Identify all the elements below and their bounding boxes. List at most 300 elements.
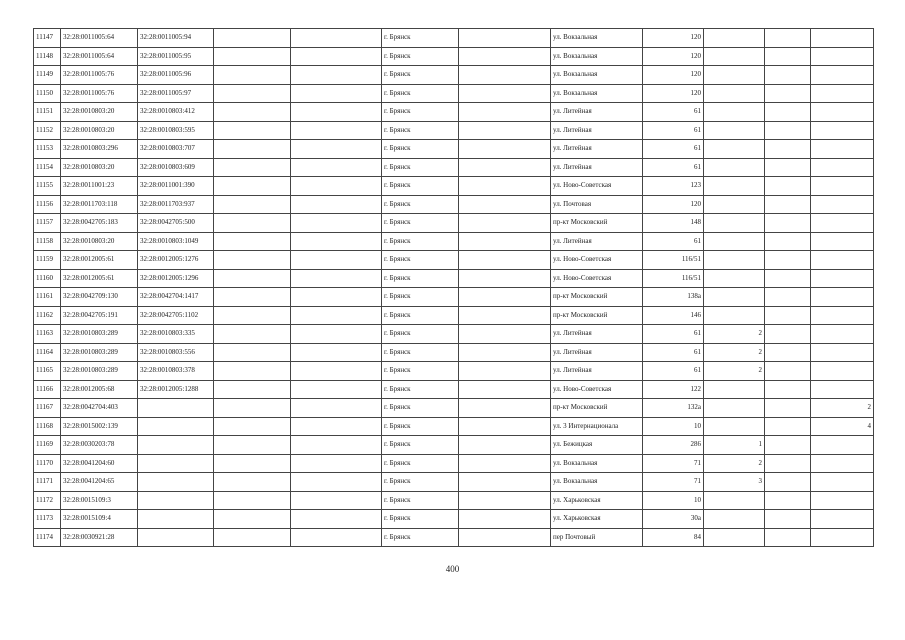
cell-house-number: 10	[643, 491, 704, 510]
cell-parcel-cadastral-number: 32:28:0011703:118	[61, 195, 138, 214]
cell-street: ул. Вокзальная	[551, 29, 643, 48]
cell-col-5	[291, 29, 382, 48]
cell-city: г. Брянск	[382, 269, 459, 288]
cell-col-7	[459, 84, 551, 103]
table-row	[34, 177, 874, 196]
cell-col-7	[459, 103, 551, 122]
cell-object-cadastral-number	[138, 491, 214, 510]
cell-parcel-cadastral-number: 32:28:0010803:20	[61, 103, 138, 122]
cell-house-number: 61	[643, 103, 704, 122]
cell-col-5	[291, 177, 382, 196]
cell-parcel-cadastral-number: 32:28:0042704:403	[61, 399, 138, 418]
cell-parcel-cadastral-number: 32:28:0012005:61	[61, 251, 138, 270]
cell-row-number: 11152	[34, 121, 61, 140]
cell-house-number: 148	[643, 214, 704, 233]
cell-parcel-cadastral-number: 32:28:0042705:183	[61, 214, 138, 233]
cell-city: г. Брянск	[382, 47, 459, 66]
cell-col-11	[765, 214, 811, 233]
cell-col-7	[459, 343, 551, 362]
cell-parcel-cadastral-number: 32:28:0010803:20	[61, 232, 138, 251]
cell-street: ул. Ново-Советская	[551, 251, 643, 270]
table-row	[34, 399, 874, 418]
cell-col-11	[765, 195, 811, 214]
cell-object-cadastral-number: 32:28:0010803:1049	[138, 232, 214, 251]
cell-object-cadastral-number: 32:28:0042704:1417	[138, 288, 214, 307]
cell-row-number: 11165	[34, 362, 61, 381]
cell-city: г. Брянск	[382, 343, 459, 362]
cell-col-11	[765, 140, 811, 159]
cell-parcel-cadastral-number: 32:28:0011005:76	[61, 84, 138, 103]
cell-city: г. Брянск	[382, 121, 459, 140]
cell-city: г. Брянск	[382, 325, 459, 344]
table-row	[34, 436, 874, 455]
cell-col-11	[765, 454, 811, 473]
cell-col-11	[765, 251, 811, 270]
cell-parcel-cadastral-number: 32:28:0042705:191	[61, 306, 138, 325]
cell-col-11	[765, 29, 811, 48]
cell-apartment	[811, 491, 874, 510]
cell-house-number: 286	[643, 436, 704, 455]
cell-col-5	[291, 510, 382, 529]
cell-apartment	[811, 84, 874, 103]
cell-col-5	[291, 417, 382, 436]
cell-row-number: 11168	[34, 417, 61, 436]
cell-col-4	[214, 29, 291, 48]
cell-col-5	[291, 84, 382, 103]
cell-street: ул. Вокзальная	[551, 66, 643, 85]
cell-row-number: 11170	[34, 454, 61, 473]
cell-street: ул. Литейная	[551, 103, 643, 122]
cell-object-cadastral-number	[138, 417, 214, 436]
cell-object-cadastral-number	[138, 454, 214, 473]
table-row	[34, 417, 874, 436]
cell-row-number: 11166	[34, 380, 61, 399]
cell-street: ул. Литейная	[551, 343, 643, 362]
cell-street: ул. Ново-Советская	[551, 269, 643, 288]
cell-house-number: 71	[643, 473, 704, 492]
cell-col-11	[765, 343, 811, 362]
cell-house-number: 61	[643, 343, 704, 362]
cell-house-number: 138а	[643, 288, 704, 307]
table-row	[34, 214, 874, 233]
cell-row-number: 11147	[34, 29, 61, 48]
cell-col-5	[291, 121, 382, 140]
cell-col-4	[214, 510, 291, 529]
table-row	[34, 528, 874, 547]
cell-col-7	[459, 528, 551, 547]
cell-building	[704, 380, 765, 399]
cell-house-number: 61	[643, 121, 704, 140]
cell-street: ул. Литейная	[551, 362, 643, 381]
cell-building	[704, 269, 765, 288]
cell-col-7	[459, 510, 551, 529]
table-row	[34, 84, 874, 103]
cell-col-5	[291, 195, 382, 214]
cell-parcel-cadastral-number: 32:28:0010803:289	[61, 343, 138, 362]
cell-building	[704, 121, 765, 140]
cell-row-number: 11171	[34, 473, 61, 492]
cell-city: г. Брянск	[382, 436, 459, 455]
cell-col-5	[291, 103, 382, 122]
cell-city: г. Брянск	[382, 140, 459, 159]
cell-col-5	[291, 251, 382, 270]
cell-building	[704, 399, 765, 418]
cell-city: г. Брянск	[382, 195, 459, 214]
cell-building	[704, 491, 765, 510]
table-row	[34, 510, 874, 529]
cell-apartment	[811, 436, 874, 455]
cell-building	[704, 288, 765, 307]
cell-object-cadastral-number: 32:28:0010803:412	[138, 103, 214, 122]
cell-city: г. Брянск	[382, 251, 459, 270]
cell-apartment: 2	[811, 399, 874, 418]
cell-col-11	[765, 325, 811, 344]
cell-city: г. Брянск	[382, 417, 459, 436]
cell-col-11	[765, 528, 811, 547]
cell-col-4	[214, 491, 291, 510]
cell-col-7	[459, 454, 551, 473]
cell-building: 2	[704, 343, 765, 362]
cell-apartment	[811, 269, 874, 288]
cell-street: ул. Харьковская	[551, 491, 643, 510]
registry-sheet	[33, 28, 873, 547]
cell-col-7	[459, 121, 551, 140]
cell-col-11	[765, 362, 811, 381]
cell-house-number: 61	[643, 325, 704, 344]
cell-object-cadastral-number: 32:28:0010803:707	[138, 140, 214, 159]
cell-col-7	[459, 140, 551, 159]
table-row	[34, 473, 874, 492]
cell-col-11	[765, 232, 811, 251]
cell-city: г. Брянск	[382, 362, 459, 381]
cell-col-11	[765, 380, 811, 399]
cell-street: ул. Ново-Советская	[551, 177, 643, 196]
cell-parcel-cadastral-number: 32:28:0011005:64	[61, 47, 138, 66]
cell-city: г. Брянск	[382, 84, 459, 103]
cell-parcel-cadastral-number: 32:28:0010803:289	[61, 362, 138, 381]
cell-apartment	[811, 510, 874, 529]
cell-col-11	[765, 103, 811, 122]
cell-col-7	[459, 491, 551, 510]
cell-col-5	[291, 473, 382, 492]
cell-object-cadastral-number: 32:28:0010803:595	[138, 121, 214, 140]
cell-apartment	[811, 343, 874, 362]
cell-parcel-cadastral-number: 32:28:0012005:61	[61, 269, 138, 288]
cell-street: ул. 3 Интернационала	[551, 417, 643, 436]
cell-row-number: 11161	[34, 288, 61, 307]
cell-col-4	[214, 84, 291, 103]
cell-object-cadastral-number: 32:28:0010803:556	[138, 343, 214, 362]
cell-col-4	[214, 177, 291, 196]
cell-apartment	[811, 251, 874, 270]
cell-row-number: 11158	[34, 232, 61, 251]
cell-col-11	[765, 491, 811, 510]
cell-col-5	[291, 325, 382, 344]
cell-col-4	[214, 66, 291, 85]
cell-parcel-cadastral-number: 32:28:0041204:60	[61, 454, 138, 473]
cell-building: 3	[704, 473, 765, 492]
cell-parcel-cadastral-number: 32:28:0010803:20	[61, 121, 138, 140]
cell-apartment	[811, 121, 874, 140]
cell-row-number: 11151	[34, 103, 61, 122]
cell-col-5	[291, 269, 382, 288]
cell-parcel-cadastral-number: 32:28:0011005:64	[61, 29, 138, 48]
cell-object-cadastral-number	[138, 473, 214, 492]
table-row	[34, 491, 874, 510]
cell-city: г. Брянск	[382, 66, 459, 85]
cell-row-number: 11157	[34, 214, 61, 233]
cell-building	[704, 510, 765, 529]
cell-object-cadastral-number: 32:28:0012005:1288	[138, 380, 214, 399]
table-row	[34, 66, 874, 85]
cell-building: 2	[704, 362, 765, 381]
cell-object-cadastral-number	[138, 510, 214, 529]
cell-col-4	[214, 103, 291, 122]
cell-object-cadastral-number	[138, 436, 214, 455]
cell-building	[704, 66, 765, 85]
cell-col-11	[765, 417, 811, 436]
cell-col-5	[291, 362, 382, 381]
cell-house-number: 61	[643, 158, 704, 177]
cell-building	[704, 158, 765, 177]
registry-table	[33, 28, 874, 547]
cell-col-7	[459, 66, 551, 85]
cell-object-cadastral-number: 32:28:0010803:335	[138, 325, 214, 344]
cell-street: ул. Бежицкая	[551, 436, 643, 455]
cell-city: г. Брянск	[382, 380, 459, 399]
cell-building	[704, 103, 765, 122]
cell-street: ул. Литейная	[551, 158, 643, 177]
cell-row-number: 11156	[34, 195, 61, 214]
cell-row-number: 11150	[34, 84, 61, 103]
cell-house-number: 120	[643, 29, 704, 48]
cell-col-4	[214, 417, 291, 436]
cell-object-cadastral-number: 32:28:0011005:95	[138, 47, 214, 66]
cell-col-11	[765, 158, 811, 177]
table-row	[34, 306, 874, 325]
cell-building	[704, 140, 765, 159]
cell-col-5	[291, 491, 382, 510]
table-body	[34, 29, 874, 547]
cell-col-7	[459, 436, 551, 455]
cell-city: г. Брянск	[382, 158, 459, 177]
cell-house-number: 132а	[643, 399, 704, 418]
cell-street: пр-кт Московский	[551, 306, 643, 325]
cell-row-number: 11148	[34, 47, 61, 66]
cell-building	[704, 29, 765, 48]
cell-col-7	[459, 325, 551, 344]
cell-col-5	[291, 214, 382, 233]
cell-row-number: 11167	[34, 399, 61, 418]
cell-row-number: 11174	[34, 528, 61, 547]
cell-city: г. Брянск	[382, 454, 459, 473]
cell-col-11	[765, 473, 811, 492]
cell-col-5	[291, 66, 382, 85]
table-row	[34, 158, 874, 177]
cell-city: г. Брянск	[382, 491, 459, 510]
cell-apartment	[811, 214, 874, 233]
cell-building	[704, 528, 765, 547]
table-row	[34, 121, 874, 140]
cell-city: г. Брянск	[382, 473, 459, 492]
cell-house-number: 30а	[643, 510, 704, 529]
cell-row-number: 11162	[34, 306, 61, 325]
cell-col-7	[459, 362, 551, 381]
cell-parcel-cadastral-number: 32:28:0011005:76	[61, 66, 138, 85]
cell-col-4	[214, 473, 291, 492]
cell-city: г. Брянск	[382, 103, 459, 122]
cell-object-cadastral-number: 32:28:0011005:96	[138, 66, 214, 85]
cell-col-5	[291, 232, 382, 251]
cell-col-7	[459, 399, 551, 418]
cell-object-cadastral-number: 32:28:0011005:97	[138, 84, 214, 103]
cell-building	[704, 417, 765, 436]
cell-house-number: 120	[643, 84, 704, 103]
cell-house-number: 146	[643, 306, 704, 325]
cell-apartment	[811, 195, 874, 214]
cell-col-7	[459, 251, 551, 270]
cell-apartment	[811, 66, 874, 85]
cell-street: ул. Литейная	[551, 140, 643, 159]
cell-col-4	[214, 140, 291, 159]
cell-object-cadastral-number: 32:28:0010803:378	[138, 362, 214, 381]
cell-apartment	[811, 103, 874, 122]
table-row	[34, 140, 874, 159]
cell-object-cadastral-number	[138, 528, 214, 547]
cell-col-4	[214, 232, 291, 251]
cell-col-11	[765, 84, 811, 103]
cell-col-5	[291, 47, 382, 66]
table-row	[34, 195, 874, 214]
cell-parcel-cadastral-number: 32:28:0030921:28	[61, 528, 138, 547]
table-row	[34, 325, 874, 344]
cell-parcel-cadastral-number: 32:28:0010803:289	[61, 325, 138, 344]
cell-col-4	[214, 306, 291, 325]
cell-building	[704, 84, 765, 103]
cell-city: г. Брянск	[382, 288, 459, 307]
cell-parcel-cadastral-number: 32:28:0010803:20	[61, 158, 138, 177]
cell-building: 2	[704, 454, 765, 473]
cell-apartment	[811, 47, 874, 66]
cell-apartment	[811, 158, 874, 177]
cell-apartment	[811, 288, 874, 307]
cell-col-4	[214, 288, 291, 307]
cell-col-4	[214, 325, 291, 344]
cell-street: ул. Вокзальная	[551, 454, 643, 473]
cell-col-4	[214, 436, 291, 455]
table-row	[34, 47, 874, 66]
table-row	[34, 269, 874, 288]
cell-col-11	[765, 306, 811, 325]
cell-col-7	[459, 269, 551, 288]
cell-house-number: 122	[643, 380, 704, 399]
cell-col-4	[214, 158, 291, 177]
cell-parcel-cadastral-number: 32:28:0010803:296	[61, 140, 138, 159]
cell-col-7	[459, 214, 551, 233]
cell-building	[704, 306, 765, 325]
cell-apartment	[811, 306, 874, 325]
cell-street: пр-кт Московский	[551, 214, 643, 233]
cell-city: г. Брянск	[382, 399, 459, 418]
cell-object-cadastral-number: 32:28:0011001:390	[138, 177, 214, 196]
table-row	[34, 251, 874, 270]
cell-house-number: 61	[643, 362, 704, 381]
cell-street: ул. Литейная	[551, 325, 643, 344]
cell-parcel-cadastral-number: 32:28:0015109:3	[61, 491, 138, 510]
cell-col-11	[765, 510, 811, 529]
table-row	[34, 29, 874, 48]
cell-house-number: 84	[643, 528, 704, 547]
cell-object-cadastral-number: 32:28:0012005:1276	[138, 251, 214, 270]
cell-row-number: 11164	[34, 343, 61, 362]
cell-apartment: 4	[811, 417, 874, 436]
cell-col-4	[214, 195, 291, 214]
cell-col-7	[459, 195, 551, 214]
cell-house-number: 116/51	[643, 251, 704, 270]
table-row	[34, 288, 874, 307]
cell-street: ул. Харьковская	[551, 510, 643, 529]
cell-row-number: 11154	[34, 158, 61, 177]
cell-row-number: 11149	[34, 66, 61, 85]
cell-apartment	[811, 140, 874, 159]
cell-col-5	[291, 158, 382, 177]
cell-col-4	[214, 399, 291, 418]
cell-col-11	[765, 436, 811, 455]
cell-col-11	[765, 399, 811, 418]
cell-row-number: 11153	[34, 140, 61, 159]
cell-city: г. Брянск	[382, 232, 459, 251]
cell-col-11	[765, 177, 811, 196]
cell-apartment	[811, 232, 874, 251]
cell-row-number: 11159	[34, 251, 61, 270]
cell-col-7	[459, 29, 551, 48]
cell-parcel-cadastral-number: 32:28:0015002:139	[61, 417, 138, 436]
cell-house-number: 120	[643, 66, 704, 85]
cell-building	[704, 214, 765, 233]
cell-street: ул. Вокзальная	[551, 473, 643, 492]
cell-object-cadastral-number: 32:28:0011703:937	[138, 195, 214, 214]
table-row	[34, 232, 874, 251]
cell-parcel-cadastral-number: 32:28:0030203:78	[61, 436, 138, 455]
cell-col-7	[459, 47, 551, 66]
cell-col-7	[459, 158, 551, 177]
table-row	[34, 362, 874, 381]
cell-col-5	[291, 380, 382, 399]
cell-col-5	[291, 343, 382, 362]
cell-street: пер Почтовый	[551, 528, 643, 547]
cell-col-11	[765, 66, 811, 85]
cell-col-5	[291, 436, 382, 455]
cell-city: г. Брянск	[382, 214, 459, 233]
cell-row-number: 11155	[34, 177, 61, 196]
page-number: 400	[445, 564, 460, 574]
cell-row-number: 11160	[34, 269, 61, 288]
cell-city: г. Брянск	[382, 177, 459, 196]
cell-street: ул. Почтовая	[551, 195, 643, 214]
cell-col-5	[291, 288, 382, 307]
cell-col-5	[291, 399, 382, 418]
cell-city: г. Брянск	[382, 29, 459, 48]
cell-col-5	[291, 454, 382, 473]
cell-parcel-cadastral-number: 32:28:0012005:68	[61, 380, 138, 399]
table-row	[34, 343, 874, 362]
cell-col-7	[459, 306, 551, 325]
cell-col-4	[214, 362, 291, 381]
cell-house-number: 61	[643, 232, 704, 251]
cell-street: пр-кт Московский	[551, 399, 643, 418]
cell-parcel-cadastral-number: 32:28:0011001:23	[61, 177, 138, 196]
cell-apartment	[811, 29, 874, 48]
